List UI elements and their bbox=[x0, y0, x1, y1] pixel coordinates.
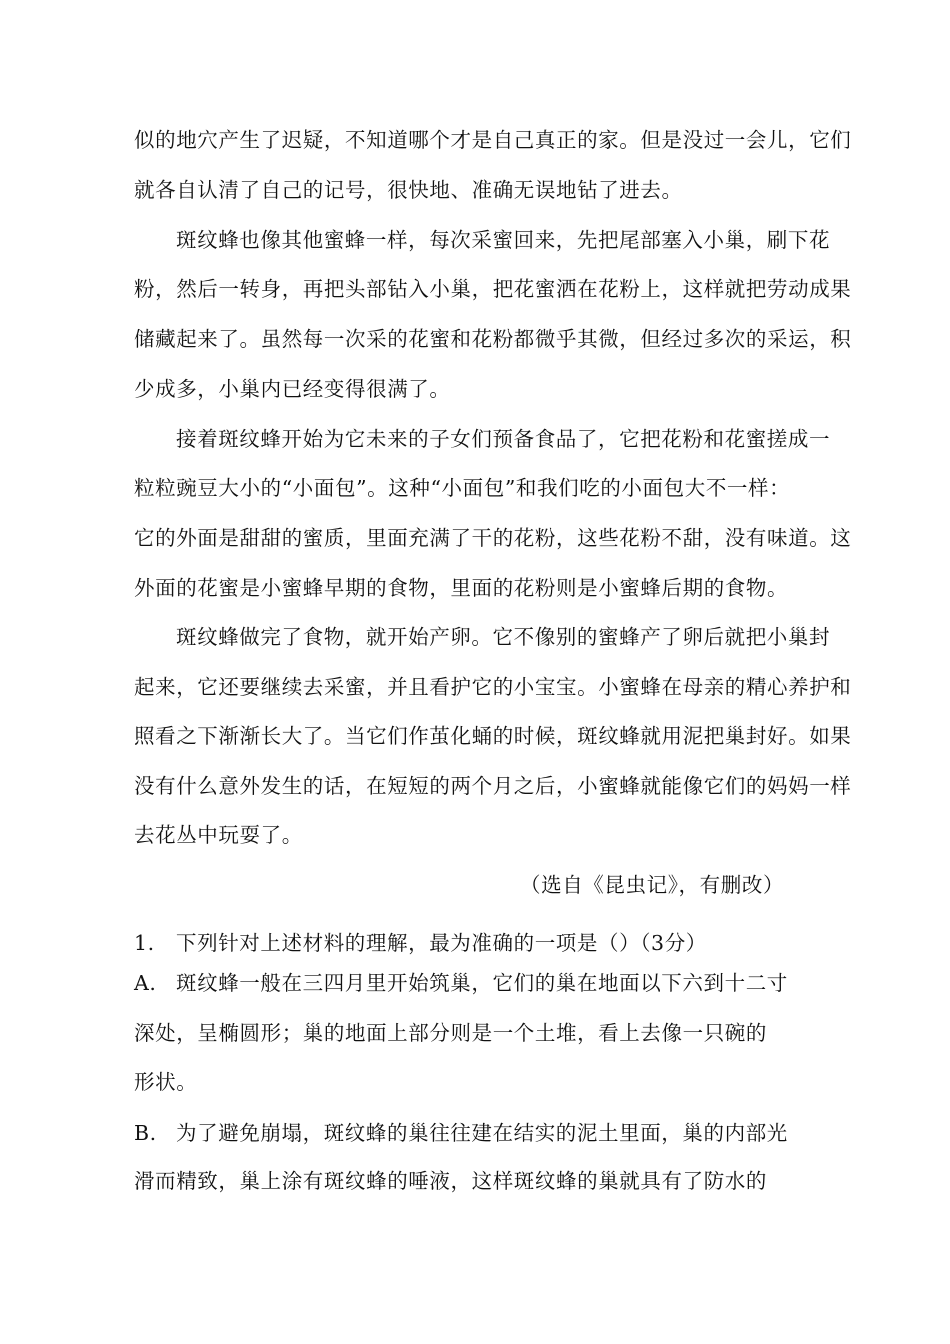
question-number: 1. bbox=[134, 931, 155, 955]
question-stem: 下列针对上述材料的理解，最为准确的一项是（）（3分） bbox=[176, 931, 707, 955]
passage-line: 它的外面是甜甜的蜜质，里面充满了干的花粉，这些花粉不甜，没有味道。这 bbox=[134, 526, 852, 550]
passage-line: 外面的花蜜是小蜜蜂早期的食物，里面的花粉则是小蜜蜂后期的食物。 bbox=[134, 576, 789, 600]
passage-line: 粉，然后一转身，再把头部钻入小巢，把花蜜洒在花粉上，这样就把劳动成果 bbox=[134, 277, 852, 301]
option-b-continuation: 滑而精致，巢上涂有斑纹蜂的唾液，这样斑纹蜂的巢就具有了防水的 bbox=[134, 1169, 767, 1193]
option-a-continuation: 形状。 bbox=[134, 1070, 198, 1094]
passage-source: （选自《昆虫记》，有删改） bbox=[520, 873, 785, 897]
option-a-continuation: 深处，呈椭圆形；巢的地面上部分则是一个土堆，看上去像一只碗的 bbox=[134, 1021, 767, 1045]
option-a-text: 斑纹蜂一般在三四月里开始筑巢，它们的巢在地面以下六到十二寸 bbox=[176, 971, 788, 995]
option-a-label: A. bbox=[134, 971, 157, 995]
question-stem-line bbox=[134, 928, 824, 958]
passage-line: 去花丛中玩耍了。 bbox=[134, 823, 303, 847]
paragraph-start-line: 斑纹蜂也像其他蜜蜂一样，每次采蜜回来，先把尾部塞入小巢，刷下花 bbox=[176, 228, 831, 252]
paragraph-start-line: 接着斑纹蜂开始为它未来的子女们预备食品了，它把花粉和花蜜搓成一 bbox=[176, 427, 831, 451]
paragraph-start-line: 斑纹蜂做完了食物，就开始产卵。它不像别的蜜蜂产了卵后就把小巢封 bbox=[176, 625, 831, 649]
option-b-text: 为了避免崩塌，斑纹蜂的巢往往建在结实的泥土里面，巢的内部光 bbox=[176, 1121, 788, 1145]
passage-line: 起来，它还要继续去采蜜，并且看护它的小宝宝。小蜜蜂在母亲的精心养护和 bbox=[134, 675, 852, 699]
passage-line: 似的地穴产生了迟疑，不知道哪个才是自己真正的家。但是没过一会儿，它们 bbox=[134, 128, 852, 152]
passage-line: 就各自认清了自己的记号，很快地、准确无误地钻了进去。 bbox=[134, 178, 683, 202]
option-a-line bbox=[134, 968, 824, 998]
passage-line: 少成多，小巢内已经变得很满了。 bbox=[134, 377, 451, 401]
passage-line: 粒粒豌豆大小的“小面包”。这种“小面包”和我们吃的小面包大不一样： bbox=[134, 476, 791, 500]
passage-line: 储藏起来了。虽然每一次采的花蜜和花粉都微乎其微，但经过多次的采运，积 bbox=[134, 327, 852, 351]
option-b-label: B. bbox=[134, 1121, 157, 1145]
passage-line: 没有什么意外发生的话，在短短的两个月之后，小蜜蜂就能像它们的妈妈一样 bbox=[134, 774, 852, 798]
option-b-line bbox=[134, 1118, 824, 1148]
passage-line: 照看之下渐渐长大了。当它们作茧化蛹的时候，斑纹蜂就用泥把巢封好。如果 bbox=[134, 724, 852, 748]
